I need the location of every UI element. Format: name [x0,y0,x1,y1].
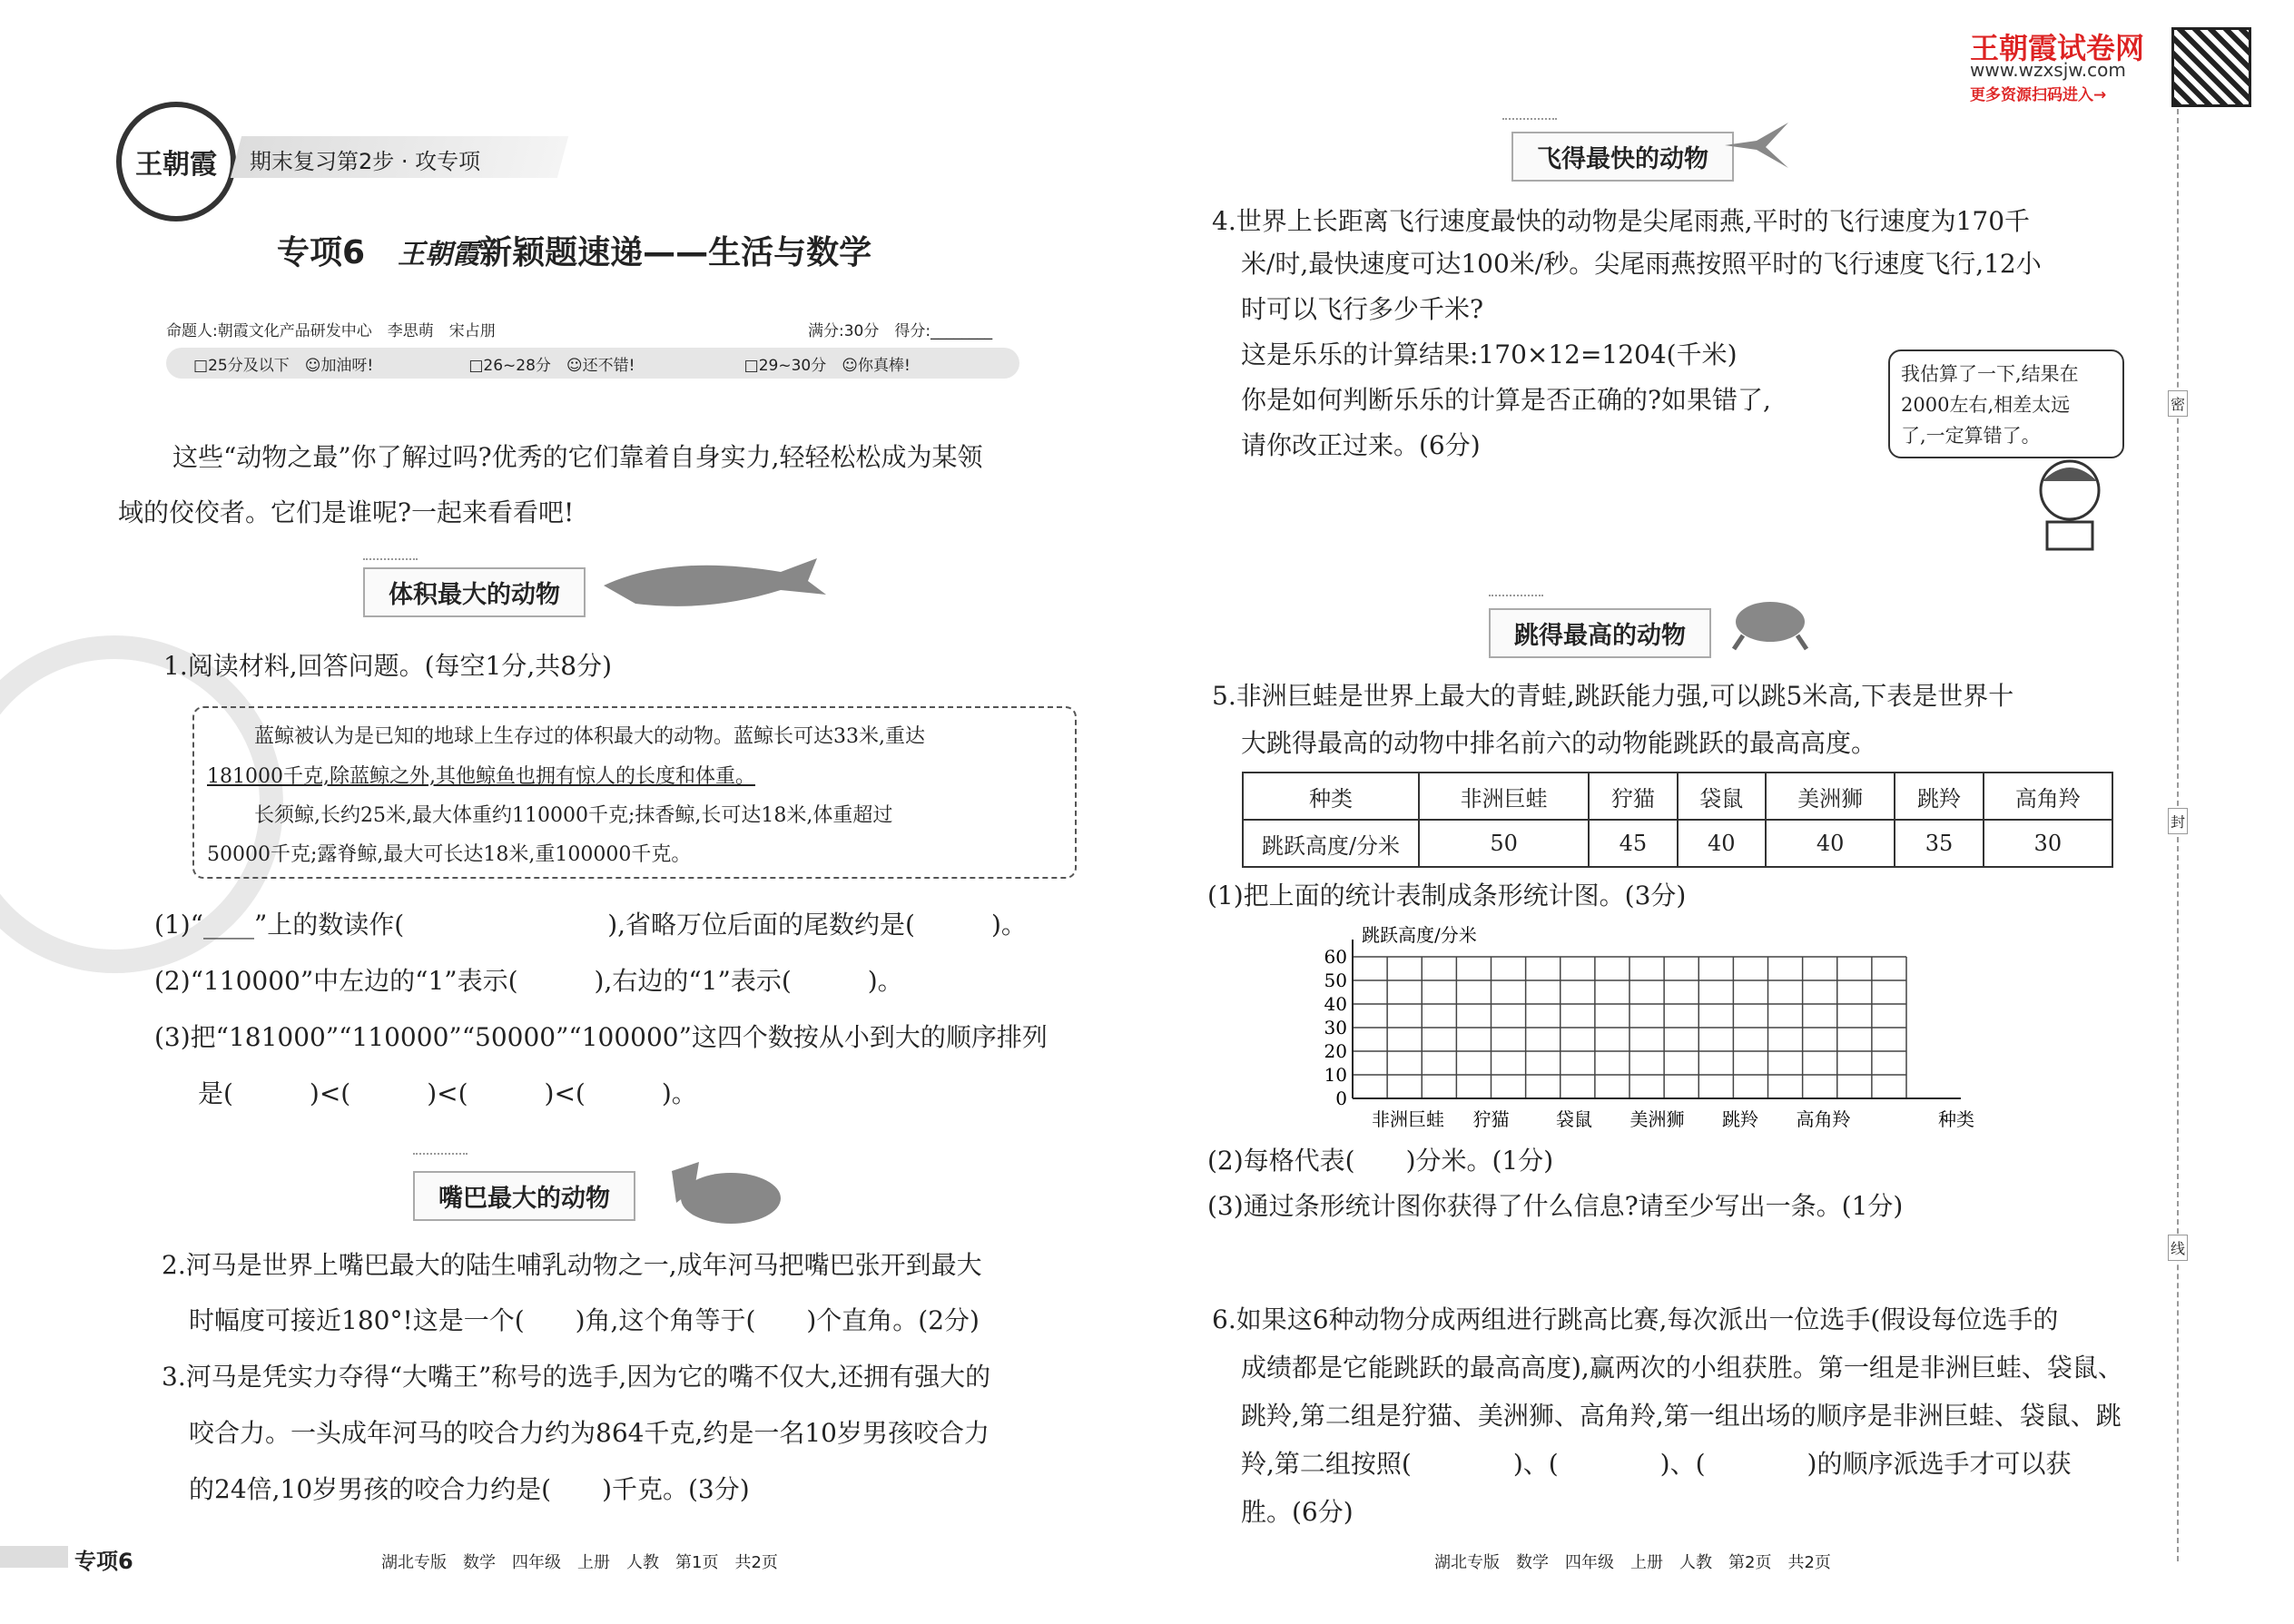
table-cell: 跳羚 [1895,773,1983,820]
table-cell: 非洲巨蛙 [1419,773,1589,820]
intro-line-1: 这些“动物之最”你了解过吗?优秀的它们靠着自身实力,轻轻松松成为某领 [172,442,983,472]
section-title-2: 嘴巴最大的动物 [413,1171,635,1221]
chart-xlabel: 种类 [1938,1108,1974,1130]
evaluation-bar [166,348,1019,379]
q5-sub1: (1)把上面的统计表制成条形统计图。(3分) [1207,881,1687,910]
table-row [1243,820,2112,867]
brand-logo [116,102,236,221]
table-cell: 袋鼠 [1678,773,1766,820]
x-tick-label: 跳羚 [1722,1108,1758,1130]
x-tick-label: 狞猫 [1472,1108,1510,1130]
hippo-icon [654,1153,790,1235]
eval-item: □26~28分 ☺还不错! [468,356,635,375]
footer-bar-left [0,1546,68,1568]
watermark-more: 更多资源扫码进入→ [1970,86,2107,104]
q1-sub2: (2)“110000”中左边的“1”表示( ),右边的“1”表示( )。 [154,966,903,996]
whale-icon [599,549,835,613]
q5-sub2: (2)每格代表( )分米。(1分) [1207,1146,1554,1176]
qr-code[interactable] [2171,27,2251,107]
section-decor [413,1153,468,1155]
binding-line [2177,109,2179,1561]
q1-sub3b: 是( )<( )<( )<( )。 [198,1078,697,1108]
score: 满分:30分 得分:________ [808,322,993,340]
footer-page-1: 湖北专版 数学 四年级 上册 人教 第1页 共2页 [381,1553,778,1572]
watermark-brand: 王朝霞试卷网 [1970,31,2145,65]
frog-icon [1729,590,1811,654]
table-cell: 40 [1678,820,1766,867]
section-decor [363,558,418,560]
q3-line-3: 的24倍,10岁男孩的咬合力约是( )千克。(3分) [189,1474,750,1504]
table-cell: 高角羚 [1984,773,2112,820]
table-cell: 种类 [1243,773,1419,820]
section-decor [1502,118,1557,120]
table-cell: 狞猫 [1589,773,1677,820]
swift-icon [1720,118,1793,172]
authors: 命题人:朝霞文化产品研发中心 李思萌 宋占朋 [166,322,496,340]
q4-line-1: 4.世界上长距离飞行速度最快的动物是尖尾雨燕,平时的飞行速度为170千 [1212,206,2031,236]
child-avatar [2029,454,2111,554]
footer-page-2: 湖北专版 数学 四年级 上册 人教 第2页 共2页 [1434,1553,1831,1572]
q6-line-5: 胜。(6分) [1241,1497,1354,1527]
y-tick-label: 20 [1324,1040,1347,1062]
section-title-3: 飞得最快的动物 [1511,132,1734,182]
table-cell: 美洲狮 [1766,773,1895,820]
intro-line-2: 域的佼佼者。它们是谁呢?一起来看看吧! [118,497,575,527]
table-cell: 跳跃高度/分米 [1243,820,1419,867]
q6-line-3: 跳羚,第二组是狞猫、美洲狮、高角羚,第一组出场的顺序是非洲巨蛙、袋鼠、跳 [1241,1401,2122,1431]
table-cell: 40 [1766,820,1895,867]
q4-line-2: 米/时,最快速度可达100米/秒。尖尾雨燕按照平时的飞行速度飞行,12小 [1241,249,2042,279]
page-title: 专项6 王朝霞新颖题速递——生活与数学 [277,234,872,271]
q4-calc: 这是乐乐的计算结果:170×12=1204(千米) [1241,340,1738,369]
q1-sub1: (1)“____”上的数读作( ),省略万位后面的尾数约是( )。 [154,910,1027,940]
y-tick-label: 60 [1324,946,1347,968]
x-tick-label: 非洲巨蛙 [1372,1108,1444,1130]
q4-line-3: 时可以飞行多少千米? [1241,294,1484,324]
q1-sub3a: (3)把“181000”“110000”“50000”“100000”这四个数按从小到大的顺序排列 [154,1022,1048,1052]
eval-item: □29~30分 ☺你真棒! [743,356,911,375]
material-line-1: 蓝鲸被认为是已知的地球上生存过的体积最大的动物。蓝鲸长可达33米,重达 [254,725,925,748]
q5-line-2: 大跳得最高的动物中排名前六的动物能跳跃的最高高度。 [1241,728,1877,758]
q5-line-1: 5.非洲巨蛙是世界上最大的青蛙,跳跃能力强,可以跳5米高,下表是世界十 [1212,681,2014,711]
step-bar-text: 期末复习第2步 · 攻专项 [250,149,481,174]
y-tick-label: 10 [1324,1064,1347,1086]
q6-line-4: 羚,第二组按照( )、( )、( )的顺序派选手才可以获 [1241,1449,2072,1479]
section-title-4: 跳得最高的动物 [1489,608,1711,658]
table-header-row [1243,773,2112,820]
material-line-4: 50000千克;露脊鲸,最大可长达18米,重100000千克。 [207,843,692,866]
x-tick-label: 高角羚 [1796,1108,1851,1130]
y-tick-label: 50 [1324,969,1347,991]
watermark-url: www.wzxsjw.com [1970,59,2126,81]
table-cell: 35 [1895,820,1983,867]
x-tick-label: 袋鼠 [1556,1108,1592,1130]
q4-ask-1: 你是如何判断乐乐的计算是否正确的?如果错了, [1241,385,1771,415]
q2-line-1: 2.河马是世界上嘴巴最大的陆生哺乳动物之一,成年河马把嘴巴张开到最大 [162,1250,982,1280]
q4-ask-2: 请你改正过来。(6分) [1241,430,1481,460]
material-line-2: 181000千克,除蓝鲸之外,其他鲸鱼也拥有惊人的长度和体重。 [207,765,755,788]
q6-line-1: 6.如果这6种动物分成两组进行跳高比赛,每次派出一位选手(假设每位选手的 [1212,1304,2059,1334]
table-cell: 30 [1984,820,2112,867]
q2-line-2: 时幅度可接近180°!这是一个( )角,这个角等于( )个直角。(2分) [189,1305,980,1335]
logo-text: 王朝霞 [135,149,217,181]
table-cell: 50 [1419,820,1589,867]
q5-sub3: (3)通过条形统计图你获得了什么信息?请至少写出一条。(1分) [1207,1191,1904,1221]
side-mark: 封 [2168,808,2188,834]
q3-line-2: 咬合力。一头成年河马的咬合力约为864千克,约是一名10岁男孩咬合力 [189,1418,989,1448]
material-line-3: 长须鲸,长约25米,最大体重约110000千克;抹香鲸,长可达18米,体重超过 [254,804,893,827]
side-mark: 线 [2168,1235,2188,1261]
bar-chart-grid[interactable] [1289,921,2015,1139]
section-title-1: 体积最大的动物 [363,567,586,617]
table-cell: 45 [1589,820,1677,867]
section-decor [1489,595,1543,596]
q1-head: 1.阅读材料,回答问题。(每空1分,共8分) [163,651,612,681]
y-tick-label: 30 [1324,1017,1347,1038]
x-tick-label: 美洲狮 [1629,1108,1685,1130]
y-tick-label: 0 [1335,1088,1347,1109]
eval-item: □25分及以下 ☺加油呀! [193,356,374,375]
chart-ylabel: 跳跃高度/分米 [1362,924,1477,946]
q6-line-2: 成绩都是它能跳跃的最高高度),赢两次的小组获胜。第一组是非洲巨蛙、袋鼠、 [1241,1353,2123,1383]
footer-tag: 专项6 [74,1549,133,1574]
jump-table [1242,772,2113,868]
q3-line-1: 3.河马是凭实力夺得“大嘴王”称号的选手,因为它的嘴不仅大,还拥有强大的 [162,1362,991,1392]
y-tick-label: 40 [1324,993,1347,1015]
speech-bubble: 我估算了一下,结果在 2000左右,相差太远 了,一定算错了。 [1888,349,2124,458]
side-mark: 密 [2168,390,2188,417]
